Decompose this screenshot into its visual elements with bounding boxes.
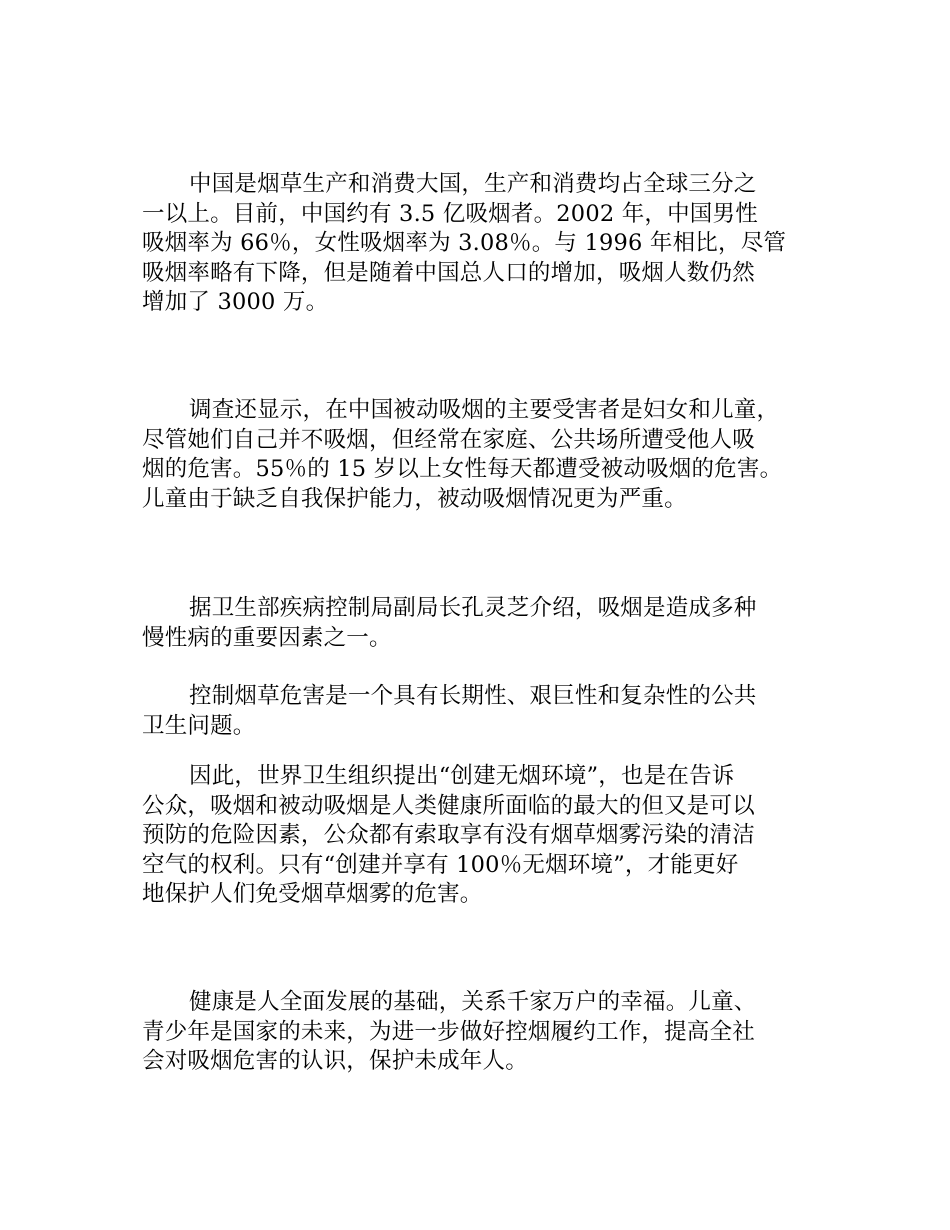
text-line: 会对吸烟危害的认识，保护未成年人。 bbox=[142, 1048, 528, 1074]
text-line: 因此，世界卫生组织提出“创建无烟环境”，也是在告诉 bbox=[189, 763, 735, 789]
text-line: 吸烟率为 66％，女性吸烟率为 3.08％。与 1996 年相比，尽管 bbox=[142, 230, 787, 256]
text-line: 健康是人全面发展的基础，关系千家万户的幸福。儿童、 bbox=[189, 989, 757, 1015]
paragraph-who-smoke-free bbox=[142, 762, 832, 910]
paragraph-tobacco-control bbox=[142, 682, 832, 741]
text-line: 控制烟草危害是一个具有长期性、艰巨性和复杂性的公共 bbox=[189, 683, 757, 709]
text-line: 增加了 3000 万。 bbox=[142, 289, 329, 315]
text-line: 据卫生部疾病控制局副局长孔灵芝介绍，吸烟是造成多种 bbox=[189, 595, 757, 621]
paragraph-tobacco-consumption bbox=[142, 170, 832, 318]
paragraph-passive-smoking bbox=[142, 396, 832, 514]
text-line: 空气的权利。只有“创建并享有 100％无烟环境”，才能更好 bbox=[142, 851, 739, 878]
text-line: 儿童由于缺乏自我保护能力，被动吸烟情况更为严重。 bbox=[142, 485, 687, 512]
text-line: 尽管她们自己并不吸烟，但经常在家庭、公共场所遭受他人吸 bbox=[142, 426, 755, 453]
text-line: 地保护人们免受烟草烟雾的危害。 bbox=[142, 881, 483, 907]
text-line: 调查还显示，在中国被动吸烟的主要受害者是妇女和儿童， bbox=[189, 397, 780, 423]
text-line: 公众，吸烟和被动吸烟是人类健康所面临的最大的但又是可以 bbox=[142, 792, 755, 819]
text-line: 中国是烟草生产和消费大国，生产和消费均占全球三分之 bbox=[189, 171, 757, 197]
text-line: 一以上。目前，中国约有 3.5 亿吸烟者。2002 年，中国男性 bbox=[142, 200, 758, 227]
text-line: 青少年是国家的未来，为进一步做好控烟履约工作，提高全社 bbox=[142, 1018, 755, 1045]
paragraph-chronic-disease bbox=[142, 594, 832, 653]
paragraph-health-foundation bbox=[142, 988, 832, 1077]
text-line: 预防的危险因素，公众都有索取享有没有烟草烟雾污染的清洁 bbox=[142, 822, 755, 848]
text-line: 慢性病的重要因素之一。 bbox=[142, 624, 392, 651]
text-line: 吸烟率略有下降，但是随着中国总人口的增加，吸烟人数仍然 bbox=[142, 259, 755, 286]
text-line: 卫生问题。 bbox=[142, 712, 256, 739]
text-line: 烟的危害。55％的 15 岁以上女性每天都遭受被动吸烟的危害。 bbox=[142, 456, 783, 482]
